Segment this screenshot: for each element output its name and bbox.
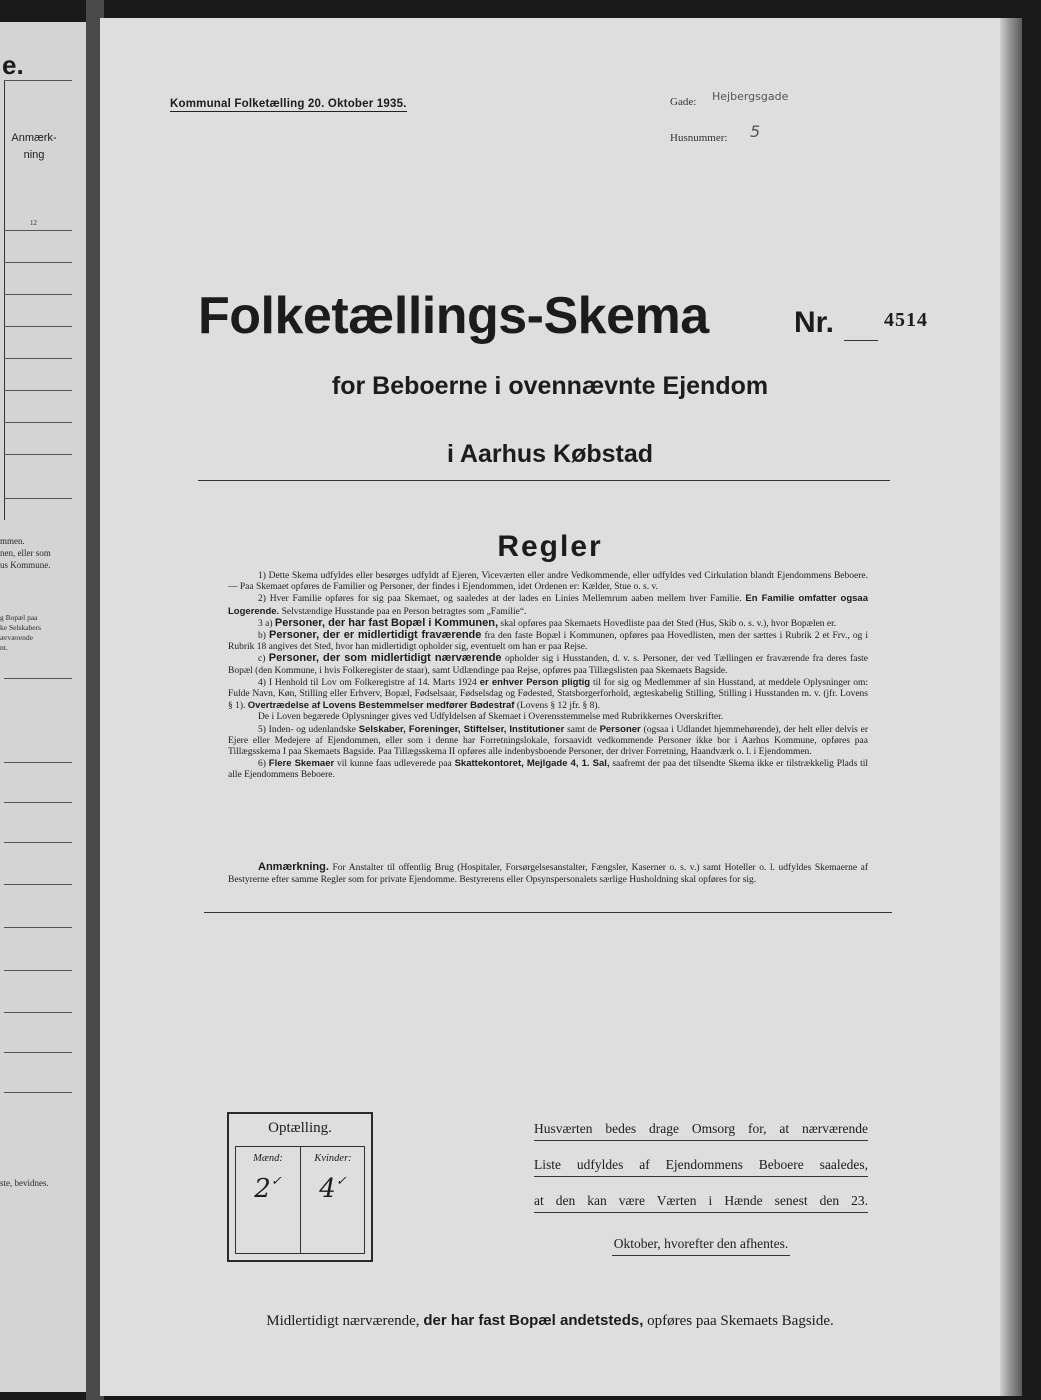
footer-note: Midlertidigt nærværende, der har fast Bopæl andetsteds, opføres paa Skemaets Bagside. — [266, 1312, 834, 1329]
remark-paragraph — [228, 862, 868, 886]
prev-page-fragment: mmen. — [0, 536, 25, 546]
prev-page-fragment: ke Selskabers — [0, 623, 42, 632]
prev-page-fragment: ste, bevidnes. — [0, 1178, 49, 1188]
form-subtitle: for Beboerne i ovennævnte Ejendom — [331, 372, 769, 400]
prev-page-rule — [4, 422, 72, 423]
count-box-grid — [235, 1146, 365, 1254]
check-mark-icon: ✓ — [335, 1174, 347, 1189]
rule-1: 1) Dette Skema udfyldes eller besørges udfyldt af Ejeren, Viceværten eller andre Vedkommende, eller udfyldes ved Cirkulation blandt Ejendommens Beboere. — Paa Skemaet opføres de Familier og Personer, der findes i Ejendommen, idet Ordenen er: Kælder, Stue o. s. v. — [228, 571, 868, 593]
prev-page-rule — [4, 498, 72, 499]
remark-label: Anmærkning. — [258, 861, 329, 873]
form-number-value: 4514 — [884, 309, 928, 331]
women-label: Kvinder: — [314, 1153, 352, 1164]
women-count: 4✓ — [319, 1174, 347, 1204]
prev-page-rule — [4, 884, 72, 885]
women-column — [300, 1147, 365, 1253]
notice-line: Oktober, hvorefter den afhentes. — [612, 1233, 791, 1256]
form-title: Folketællings-Skema — [198, 287, 709, 345]
rule-6: 6) Flere Skemaer vil kunne faas udleverede paa Skattekontoret, Mejlgade 4, 1. Sal, saafremt der paa det tilsendte Skema ikke er tilstrækkelig Plads til alle Ejendommens Beboere. — [228, 758, 869, 781]
prev-page-rule — [4, 1012, 72, 1013]
prev-page-fragment: ærværende — [0, 633, 33, 642]
previous-page-strip — [0, 22, 90, 1392]
prev-page-rule — [4, 1052, 72, 1053]
prev-page-rule — [4, 454, 72, 455]
check-mark-icon: ✓ — [270, 1174, 282, 1189]
prev-page-column-heading: Anmærk- ning — [11, 132, 57, 161]
rule-4-note: De i Loven begærede Oplysninger gives ved Udfyldelsen af Skemaet i Overensstemmelse med Rubrikkernes Overskrifter. — [258, 712, 724, 723]
rules-text — [228, 571, 868, 782]
prev-page-rule — [4, 230, 72, 231]
prev-page-rule — [4, 390, 72, 391]
house-number-label: Husnummer: — [670, 132, 728, 144]
prev-page-letter: e. — [2, 50, 24, 80]
prev-page-fragment: g Bopæl paa — [0, 613, 38, 622]
count-box-title: Optælling. — [268, 1120, 332, 1136]
prev-page-fragment: nen, eller som — [0, 548, 51, 558]
prev-page-fragment: nt. — [0, 643, 8, 652]
prev-page-rule — [4, 842, 72, 843]
notice-line: Husværten bedes drage Omsorg for, at nærværende — [534, 1118, 868, 1141]
street-value: Hejbergsgade — [712, 90, 789, 103]
prev-page-rule — [4, 802, 72, 803]
prev-page-column-number: 12 — [30, 219, 37, 227]
remark-text: For Anstalter til offentlig Brug (Hospitaler, Forsørgelsesanstalter, Fængsler, Kaserner o. s. v.) samt Hoteller o. l. udfyldes Skemaerne af Bestyrerne efter samme Regler som for private Ejendomme. Bestyrerens eller Opsynspersonalets særlige Husholdning skal opføres for sig. — [228, 863, 869, 885]
prev-page-rule — [4, 678, 72, 679]
census-form-page — [100, 18, 1000, 1396]
rule-4: 4) I Henhold til Lov om Folkeregistre af 14. Marts 1924 er enhver Person pligtig til for sig og Medlemmer af sin Husstand, at meddele Oplysninger om: Fulde Navn, Køn, Stilling eller Erhverv, Bopæl, Fødselsaar, Fødselsdag og Fødested, Statsborgerforhold, ægteskabelig Stilling, Stilling i Husstanden m. v. (jfr. Lovens § 1). Overtrædelse af Lovens Bestemmelser medfører Bødestraf (Lovens § 12 jfr. § 8). — [228, 676, 869, 712]
prev-page-rule — [4, 326, 72, 327]
prev-page-rule — [4, 762, 72, 763]
form-location: i Aarhus Købstad — [446, 440, 654, 468]
prev-page-rule — [4, 358, 72, 359]
rule-3b: b) Personer, der er midlertidigt fraværende fra den faste Bopæl i Kommunen, opføres paa Hovedlisten, men der sættes i Rubrik 2 et Frv., og i Rubrik 18 angives det Sted, hvor han midlertidigt opholder sig, eventuelt om han er paa Rejse. — [228, 629, 869, 653]
page-edge — [1000, 18, 1022, 1396]
form-number-label: Nr. — [794, 306, 835, 339]
men-count: 2✓ — [254, 1174, 282, 1204]
landlord-notice — [534, 1118, 868, 1269]
prev-page-rule — [4, 80, 72, 81]
prev-page-rule — [4, 970, 72, 971]
prev-page-rule — [4, 927, 72, 928]
prev-page-rule — [4, 262, 72, 263]
notice-line: at den kan være Værten i Hænde senest den 23. — [534, 1190, 868, 1213]
rule-5: 5) Inden- og udenlandske Selskaber, Foreninger, Stiftelser, Institutioner samt de Personer (ogsaa i Udlandet hjemmehørende), der helt eller delvis er Ejere eller Medejere af Ejendommen, eller som i denne har Forretningslokale, forsaavidt vedkommende Personer ikke bor i Aarhus Kommune, opføres paa Tillægsskema I paa Skemaets Bagside. Paa Tillægsskema II opføres alle indenbysboende Personer, der driver Forretning, Haandværk o. l. i Ejendommen. — [228, 723, 869, 758]
prev-page-rule — [4, 294, 72, 295]
census-title: Kommunal Folketælling 20. Oktober 1935. — [170, 98, 407, 110]
divider — [198, 480, 890, 481]
rule-2: 2) Hver Familie opføres for sig paa Skemaet, og saaledes at der lades en Linies Mellemrum aaben mellem hver Familie. En Familie omfatter ogsaa Logerende. Selvstændige Husstande paa en Person betragtes som „Familie“. — [228, 593, 868, 617]
house-number-value: 5 — [750, 122, 761, 141]
rule-3a: 3 a) Personer, der har fast Bopæl i Kommunen, skal opføres paa Skemaets Hovedliste paa det Sted (Hus, Skib o. s. v.), hvor Bopælen er. — [258, 616, 837, 629]
count-box — [227, 1112, 373, 1262]
street-label: Gade: — [670, 96, 697, 108]
prev-page-fragment: us Kommune. — [0, 560, 51, 570]
rule-3c: c) Personer, der som midlertidigt nærværende opholder sig i Husstanden, d. v. s. Personer, der ved Tællingen er fraværende fra deres faste Bopæl (den Kommune, i hvis Folkeregister de staar), samt Udlændinge paa Rejse, opføres paa Tillægslisten paa Skemaets Bagside. — [228, 652, 869, 676]
men-label: Mænd: — [253, 1153, 283, 1164]
rules-heading: Regler — [497, 530, 603, 563]
divider — [204, 912, 892, 913]
notice-line: Liste udfyldes af Ejendommens Beboere saaledes, — [534, 1154, 868, 1177]
number-underline — [844, 340, 878, 341]
men-column — [236, 1147, 300, 1253]
prev-page-rule — [4, 1092, 72, 1093]
